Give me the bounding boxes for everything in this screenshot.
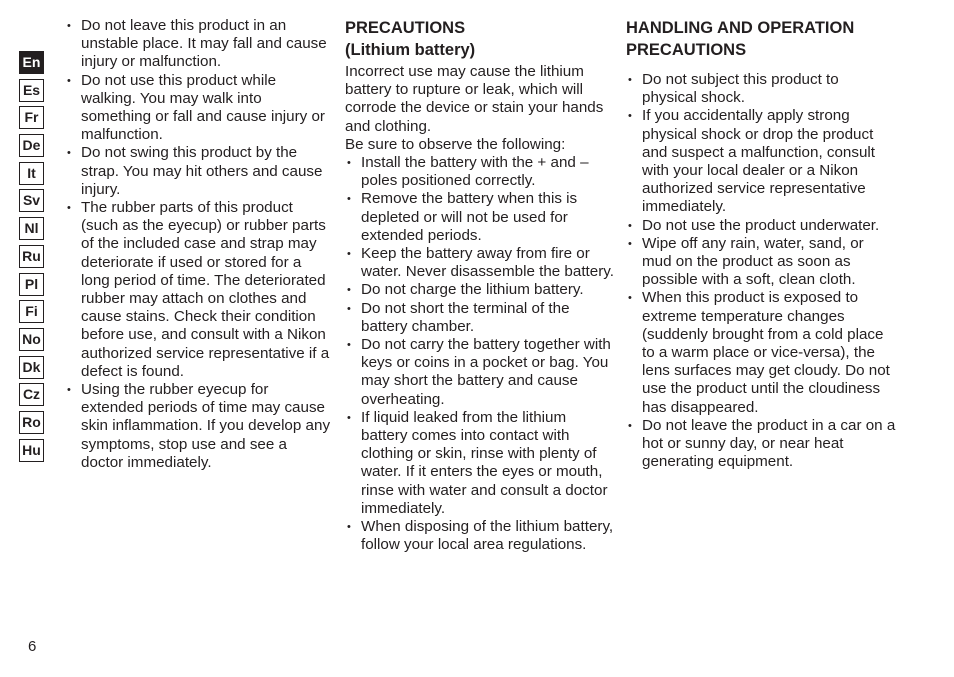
list-item: • Do not carry the battery together with keys or coins in a pocket or bag. You may short the battery and cause overheating. [345,336,615,409]
lang-tab-no[interactable]: No [19,328,44,351]
battery-precautions-heading: PRECAUTIONS [345,19,466,37]
battery-intro-text: Incorrect use may cause the lithium battery to rupture or leak, which will corrode the device or stain your hands and clothing. [345,63,604,135]
list-item: • Do not subject this product to physical shock. [626,71,896,107]
lang-tab-ru[interactable]: Ru [19,245,44,268]
lang-tab-fi[interactable]: Fi [19,300,44,323]
list-item: • Do not use the product underwater. [626,217,896,235]
list-item: • Using the rubber eyecup for extended periods of time may cause skin inflammation. If you develop any symptoms, stop use and see a doctor immediately. [65,381,333,472]
list-item: • Do not swing this product by the strap. You may hit others and cause injury. [65,144,333,199]
list-item: • Do not leave this product in an unstable place. It may fall and cause injury or malfunction. [65,17,333,72]
handling-precautions-heading-line1: HANDLING AND OPERATION [626,19,855,37]
list-item: • If you accidentally apply strong physical shock or drop the product and suspect a malfunction, consult with your local dealer or a Nikon authorized service representative immediately. [626,107,896,216]
battery-precautions-list [345,154,615,554]
lang-tab-es[interactable]: Es [19,79,44,102]
handling-precautions-list [626,71,896,471]
handling-precautions-column [626,17,896,471]
list-item: • When this product is exposed to extreme temperature changes (suddenly brought from a cold place to a warm place or vice-versa), the lens surfaces may get cloudy. Do not use the product until the cloudiness has disappeared. [626,289,896,416]
battery-lead-text: Be sure to observe the following: [345,135,566,153]
lang-tab-en[interactable]: En [19,51,44,74]
lang-tab-nl[interactable]: Nl [19,217,44,240]
lang-tab-cz[interactable]: Cz [19,383,44,406]
battery-precautions-column [345,17,615,554]
general-precautions-list [65,17,333,472]
list-item: • The rubber parts of this product (such as the eyecup) or rubber parts of the included case and strap may deteriorate if used or stored for a long period of time. The deteriorated rubber may attach on clothes and cause stains. Check their condition before use, and consult with a Nikon authorized service representative if a defect is found. [65,199,333,381]
general-precautions-column [65,17,333,472]
language-tabs [19,51,44,466]
lang-tab-pl[interactable]: Pl [19,273,44,296]
lang-tab-ro[interactable]: Ro [19,411,44,434]
list-item: • Do not charge the lithium battery. [345,281,615,299]
list-item: • If liquid leaked from the lithium battery comes into contact with clothing or skin, rinse with plenty of water. If it enters the eyes or mouth, rinse with water and consult a doctor immediately. [345,409,615,518]
battery-precautions-subheading: (Lithium battery) [345,41,476,59]
list-item: • Do not short the terminal of the battery chamber. [345,300,615,336]
list-item: • Remove the battery when this is depleted or will not be used for extended periods. [345,190,615,245]
list-item: • Wipe off any rain, water, sand, or mud on the product as soon as possible with a soft, clean cloth. [626,235,896,290]
handling-precautions-heading-line2: PRECAUTIONS [626,41,747,59]
list-item: • Do not leave the product in a car on a hot or sunny day, or near heat generating equipment. [626,417,896,472]
list-item: • Install the battery with the + and – poles positioned correctly. [345,154,615,190]
lang-tab-sv[interactable]: Sv [19,189,44,212]
lang-tab-it[interactable]: It [19,162,44,185]
list-item: • Keep the battery away from fire or water. Never disassemble the battery. [345,245,615,281]
page-number: 6 [28,638,37,655]
lang-tab-hu[interactable]: Hu [19,439,44,462]
lang-tab-de[interactable]: De [19,134,44,157]
list-item: • Do not use this product while walking. You may walk into something or fall and cause injury or malfunction. [65,72,333,145]
lang-tab-fr[interactable]: Fr [19,106,44,129]
lang-tab-dk[interactable]: Dk [19,356,44,379]
list-item: • When disposing of the lithium battery, follow your local area regulations. [345,518,615,554]
